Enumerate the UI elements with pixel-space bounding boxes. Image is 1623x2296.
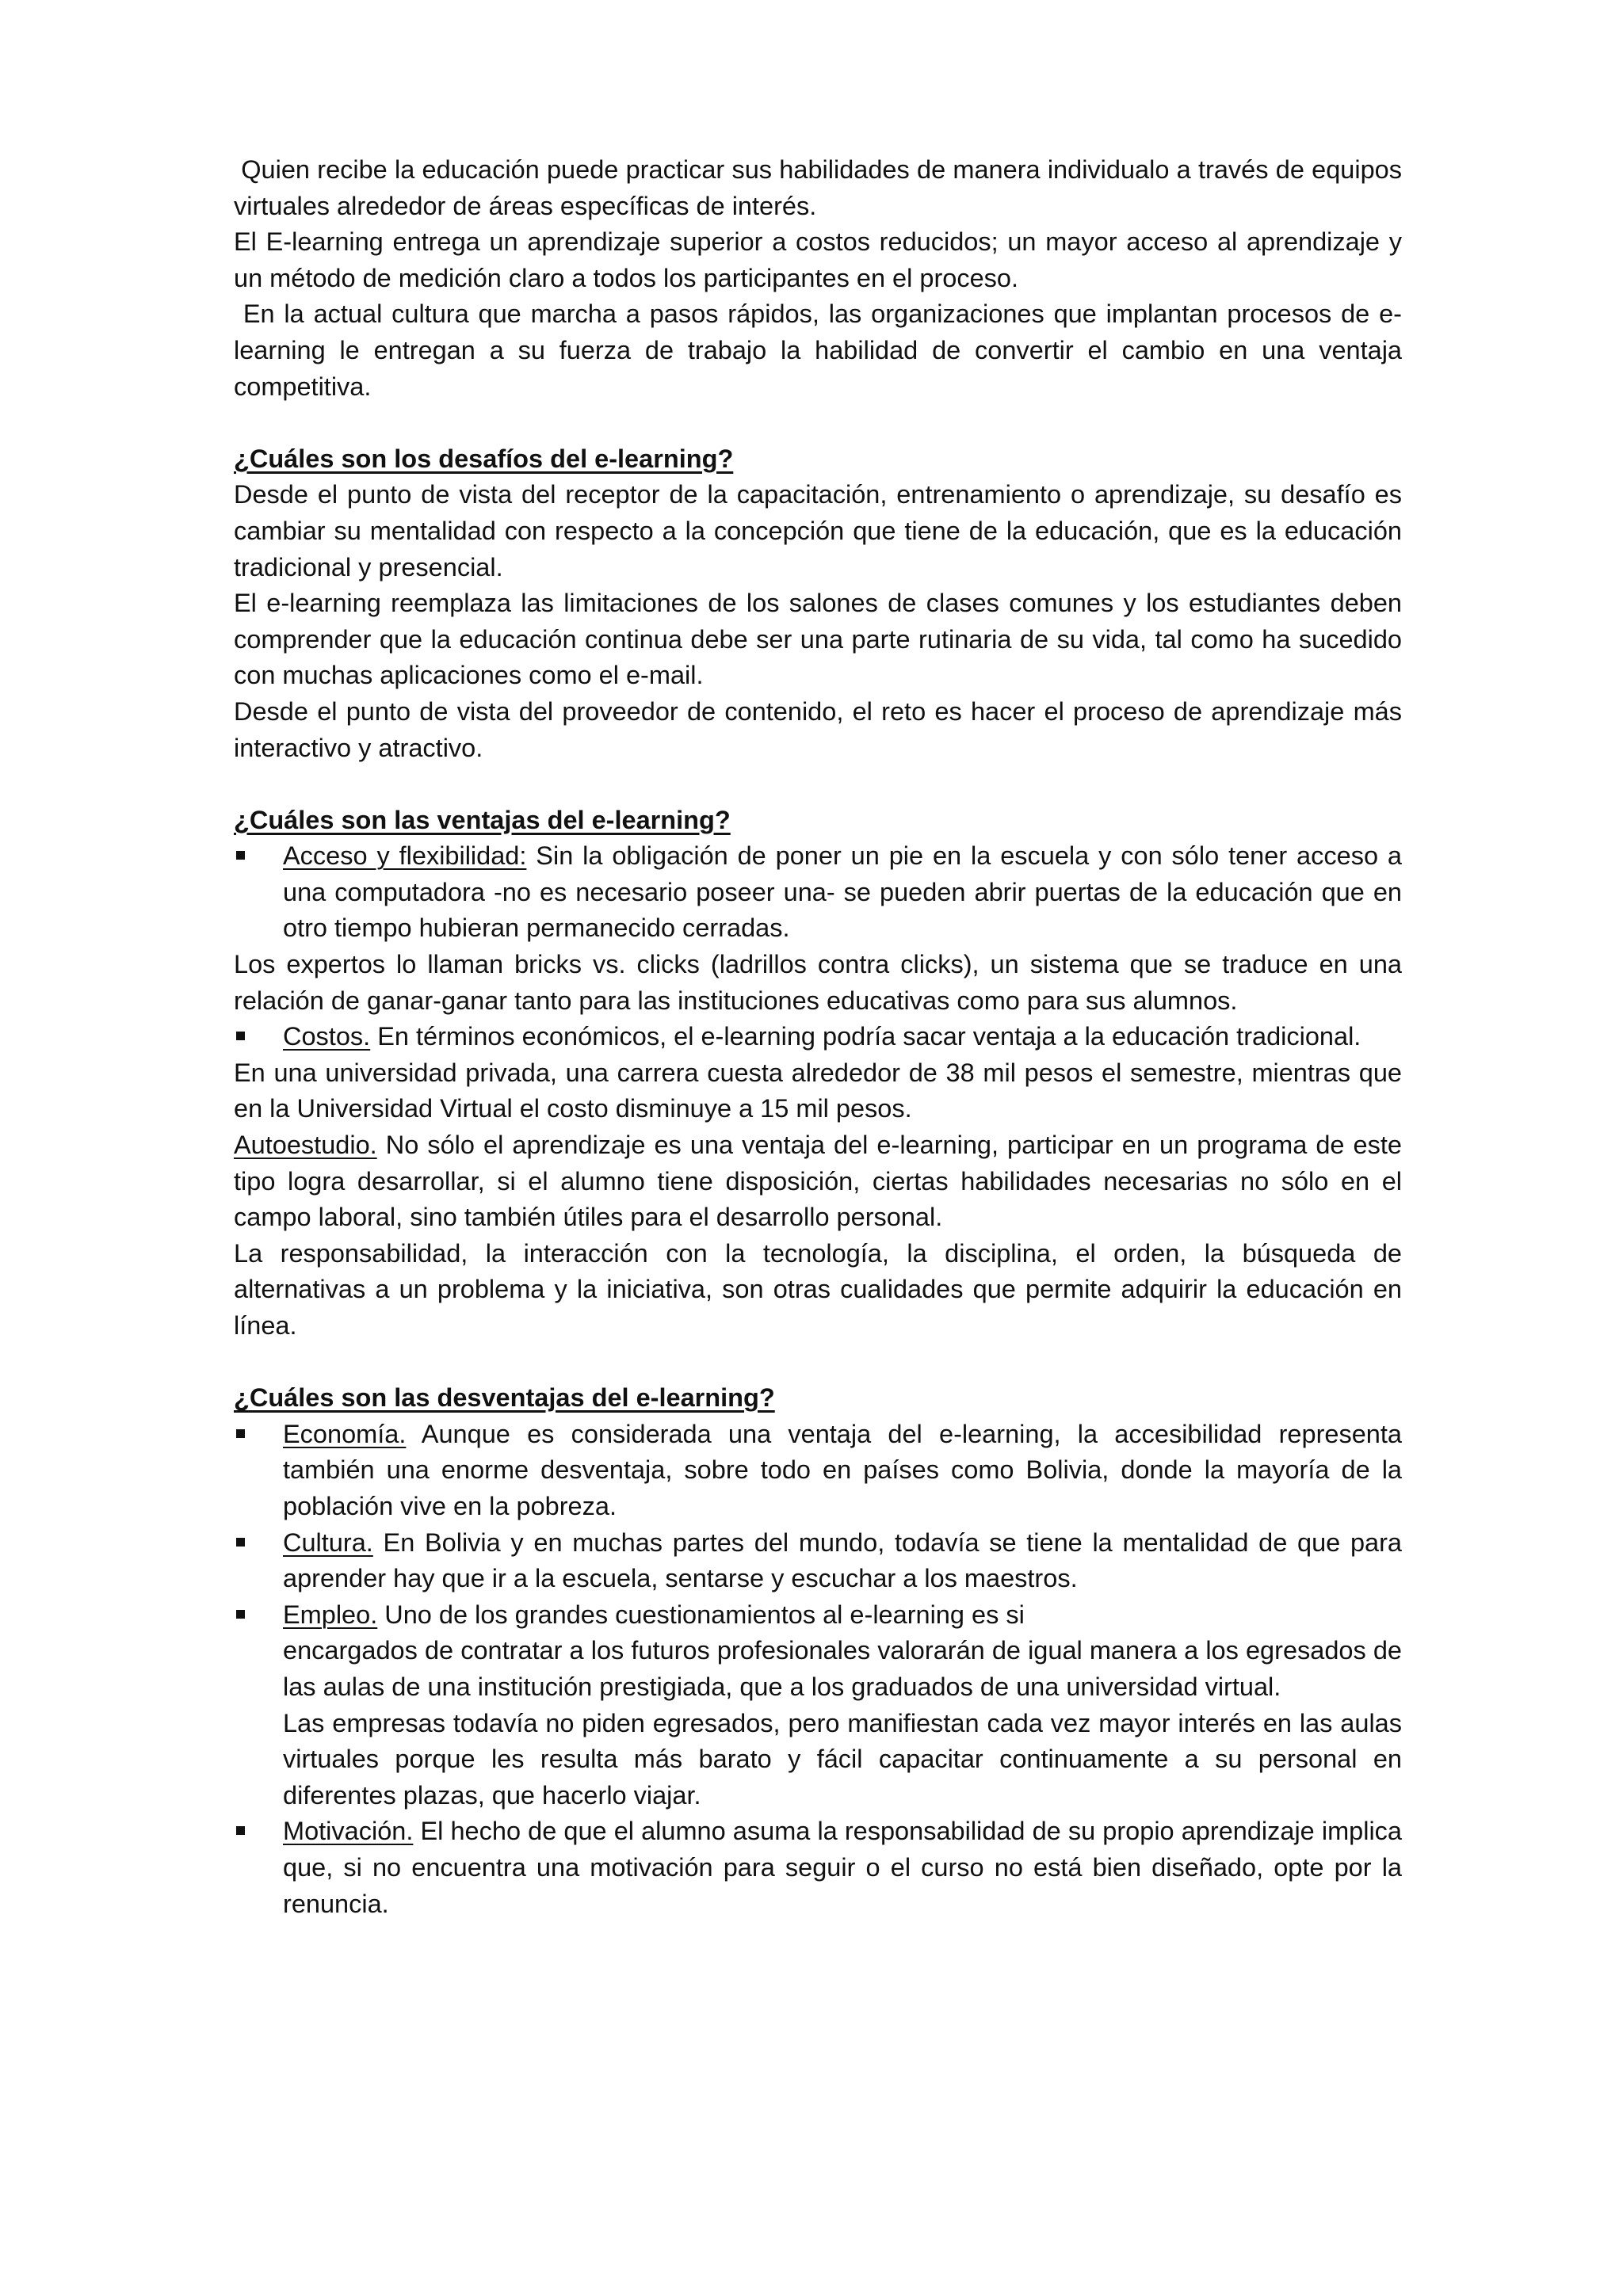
employment-continuation: encargados de contratar a los futuros profesionales valorarán de igual manera a los egresados de las aulas de una institución prestigiada, que a los graduados de una universidad virtual. [283, 1636, 1402, 1701]
self-study-term: Autoestudio. [234, 1131, 377, 1160]
intro-paragraph-2: El E-learning entrega un aprendizaje superior a costos reducidos; un mayor acceso al aprendizaje y un método de medición claro a todos los participantes en el proceso. [234, 227, 1402, 292]
culture-term: Cultura. [283, 1527, 373, 1557]
list-item [234, 1417, 1402, 1525]
costs-term: Costos. [283, 1022, 371, 1051]
list-item [234, 1597, 1402, 1814]
disadvantages-list [234, 1417, 1402, 1922]
access-term: Acceso y flexibilidad: [283, 841, 527, 871]
list-item [234, 838, 1402, 947]
document-body [234, 152, 1402, 1922]
motivation-text: El hecho de que el alumno asuma la responsabilidad de su propio aprendizaje implica que, si no encuentra una motivación para seguir o el curso no está bien diseñado, opte por la renuncia. [283, 1817, 1402, 1918]
square-bullet-icon [236, 851, 245, 860]
challenges-paragraph-2: El e-learning reemplaza las limitaciones de los salones de clases comunes y los estudiantes deben comprender que la educación continua debe ser una parte rutinaria de su vida, tal como ha sucedido con muchas aplicaciones como el e-mail. [234, 589, 1402, 690]
spacer [234, 405, 1402, 441]
advantages-heading: ¿Cuáles son las ventajas del e-learning? [234, 805, 731, 834]
disadvantages-heading: ¿Cuáles son las desventajas del e-learning? [234, 1383, 775, 1413]
list-item [234, 1019, 1402, 1055]
self-study-text: No sólo el aprendizaje es una ventaja del e-learning, participar en un programa de este tipo logra desarrollar, si el alumno tiene disposición, ciertas habilidades necesarias no sólo en el campo laboral, sino también útiles para el desarrollo personal. [234, 1131, 1402, 1232]
motivation-term: Motivación. [283, 1817, 414, 1846]
employment-term: Empleo. [283, 1600, 378, 1629]
intro-paragraph-3: En la actual cultura que marcha a pasos rápidos, las organizaciones que implantan procesos de e-learning le entregan a su fuerza de trabajo la habilidad de convertir el cambio en una ventaja competitiva. [234, 299, 1402, 401]
challenges-paragraph-1: Desde el punto de vista del receptor de la capacitación, entrenamiento o aprendizaje, su desafío es cambiar su mentalidad con respecto a la concepción que tiene de la educación, que es la educación tradicional y presencial. [234, 480, 1402, 582]
access-text: Sin la obligación de poner un pie en la escuela y con sólo tener acceso a una computadora -no es necesario poseer una- se pueden abrir puertas de la educación que en otro tiempo hubieran permanecido cerradas. [283, 841, 1402, 943]
culture-text: En Bolivia y en muchas partes del mundo, todavía se tiene la mentalidad de que para aprender hay que ir a la escuela, sentarse y escuchar a los maestros. [283, 1527, 1402, 1593]
employment-companies: Las empresas todavía no piden egresados, pero manifiestan cada vez mayor interés en las aulas virtuales porque les resulta más barato y fácil capacitar continuamente a su personal en diferentes plazas, que hacerlo viajar. [283, 1708, 1402, 1810]
experts-paragraph: Los expertos lo llaman bricks vs. clicks (ladrillos contra clicks), un sistema que se traduce en una relación de ganar-ganar tanto para las instituciones educativas como para sus alumnos. [234, 950, 1402, 1015]
list-item [234, 1525, 1402, 1597]
challenges-paragraph-3: Desde el punto de vista del proveedor de contenido, el reto es hacer el proceso de aprendizaje más interactivo y atractivo. [234, 696, 1402, 762]
self-study-paragraph [234, 1127, 1402, 1236]
spacer [234, 766, 1402, 803]
employment-text: Uno de los grandes cuestionamientos al e-learning es si [377, 1600, 1025, 1629]
square-bullet-icon [236, 1032, 245, 1040]
economy-text: Aunque es considerada una ventaja del e-learning, la accesibilidad representa también una enorme desventaja, sobre todo en países como Bolivia, donde la mayoría de la población vive en la pobreza. [283, 1419, 1402, 1520]
square-bullet-icon [236, 1610, 245, 1619]
challenges-heading: ¿Cuáles son los desafíos del e-learning? [234, 444, 734, 473]
costs-text: En términos económicos, el e-learning podría sacar ventaja a la educación tradicional. [370, 1022, 1361, 1051]
advantages-list [234, 838, 1402, 947]
intro-paragraph-1: Quien recibe la educación puede practicar sus habilidades de manera individualo a través de equipos virtuales alrededor de áreas específicas de interés. [234, 155, 1402, 220]
economy-term: Economía. [283, 1419, 407, 1448]
square-bullet-icon [236, 1429, 245, 1438]
university-cost-paragraph: En una universidad privada, una carrera cuesta alrededor de 38 mil pesos el semestre, mientras que en la Universidad Virtual el costo disminuye a 15 mil pesos. [234, 1058, 1402, 1123]
list-item [234, 1814, 1402, 1922]
square-bullet-icon [236, 1538, 245, 1547]
advantages-list-costs [234, 1019, 1402, 1055]
square-bullet-icon [236, 1826, 245, 1835]
spacer [234, 1344, 1402, 1381]
responsibility-paragraph: La responsabilidad, la interacción con la tecnología, la disciplina, el orden, la búsqueda de alternativas a un problema y la iniciativa, son otras cualidades que permite adquirir la educación en línea. [234, 1238, 1402, 1340]
